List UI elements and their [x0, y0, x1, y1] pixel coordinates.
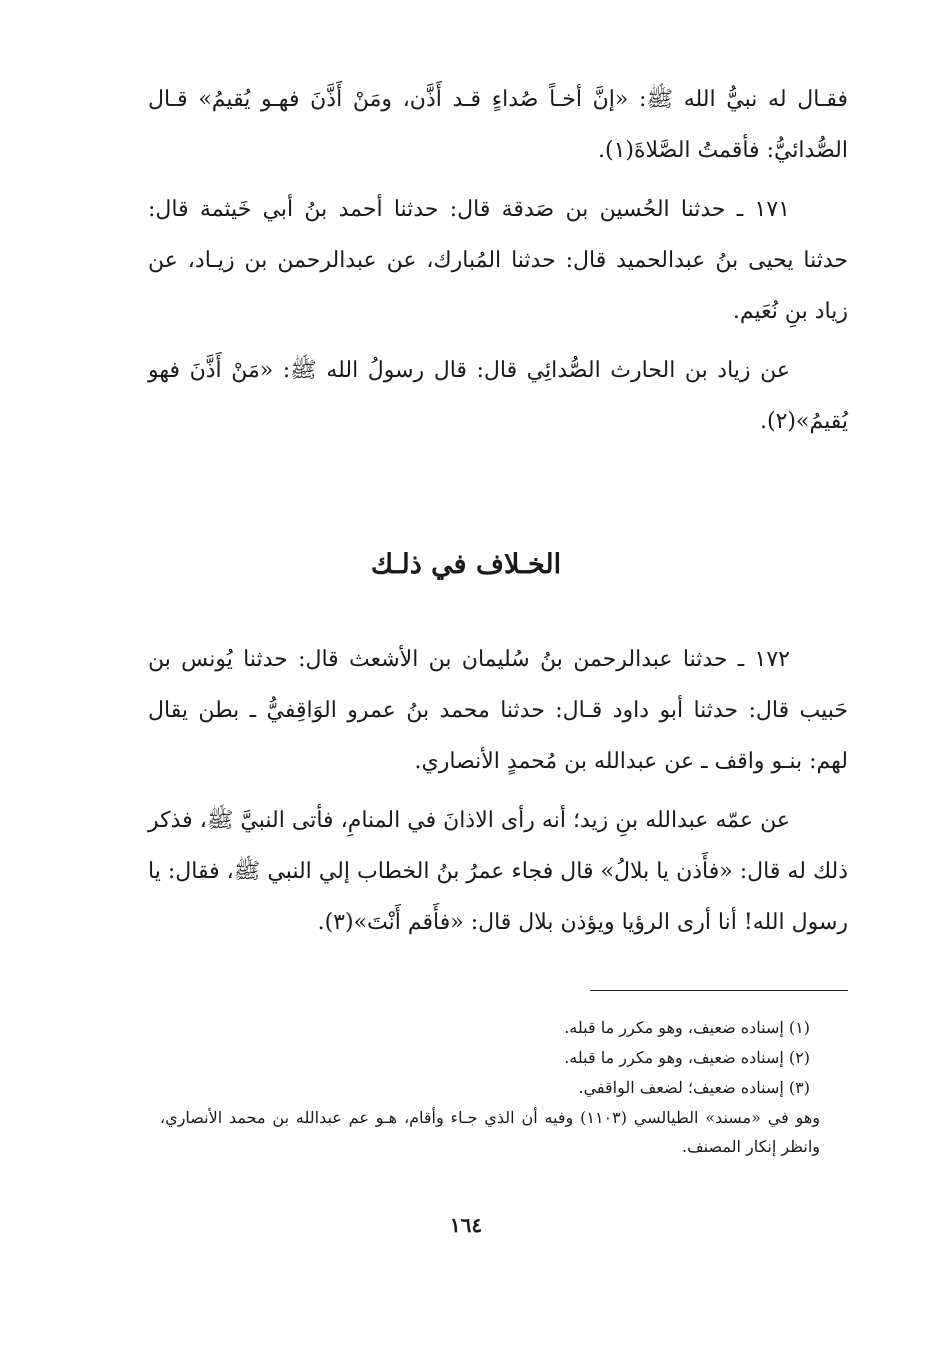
- section-heading: الخـلاف في ذلـك: [370, 549, 562, 580]
- paragraph-hadith-171-isnad: ١٧١ ـ حدثنا الحُسين بن صَدقة قال: حدثنا أحمد بنُ أبي خَيثمة قال: حدثنا يحيى بنُ عبدالحميد قال: حدثنا المُبارك، عن عبدالرحمن بن زيـاد، عن زياد بنِ نُعَيم.: [148, 197, 848, 324]
- paragraph-hadith-172-isnad: ١٧٢ ـ حدثنا عبدالرحمن بنُ سُليمان بن الأشعث قال: حدثنا يُونس بن حَبيب قال: حدثنا أبو داود قـال: حدثنا محمد بنُ عمرو الوَاقِفيُّ ـ بطن يقال لهم: بنـو واقف ـ عن عبدالله بن مُحمدٍ الأنصاري.: [148, 647, 848, 774]
- page-number: ١٦٤: [449, 1213, 483, 1237]
- footnote-3-continuation: وهو في «مسند» الطيالسي (١١٠٣) وفيه أن الذي جـاء وأقام، هـو عم عبدالله بن محمد الأنصاري، وانظر إنكار المصنف.: [160, 1108, 821, 1156]
- paragraph-hadith-172-matn: عن عمّه عبدالله بنِ زيد؛ أنه رأى الاذانَ في المنامِ، فأتى النبيَّ ﷺ، فذكر ذلك له قال: «فأَذن يا بلالُ» قال فجاء عمرُ بنُ الخطاب إلي النبي ﷺ، فقال: يا رسول الله! أنا أرى الرؤيا ويؤذن بلال قال: «فأَقم أَنْتَ»(٣).: [148, 808, 848, 935]
- footnotes: [160, 1013, 848, 1161]
- footnote-separator: [590, 990, 848, 991]
- footnote-1: (١) إسناده ضعيف، وهو مكرر ما قبله.: [564, 1018, 810, 1037]
- footnote-2: (٢) إسناده ضعيف، وهو مكرر ما قبله.: [564, 1048, 810, 1067]
- footnote-3: (٣) إسناده ضعيف؛ لضعف الواقفي.: [578, 1078, 810, 1097]
- paragraph-hadith-171-matn: عن زياد بن الحارث الصُّدائِي قال: قال رسولُ الله ﷺ: «مَنْ أَذَّنَ فهو يُقيمُ»(٢).: [148, 358, 848, 434]
- paragraph-hadith-170-end: فقـال له نبيُّ الله ﷺ: «إنَّ أخـاً صُداءٍ قـد أَذَّن، ومَنْ أَذَّنَ فهـو يُقيمُ» قـال الصُّدائيُّ: فأقمتُ الصَّلاةَ(١).: [148, 87, 848, 163]
- text-block-bottom: [148, 634, 848, 948]
- text-block-top: [148, 74, 848, 447]
